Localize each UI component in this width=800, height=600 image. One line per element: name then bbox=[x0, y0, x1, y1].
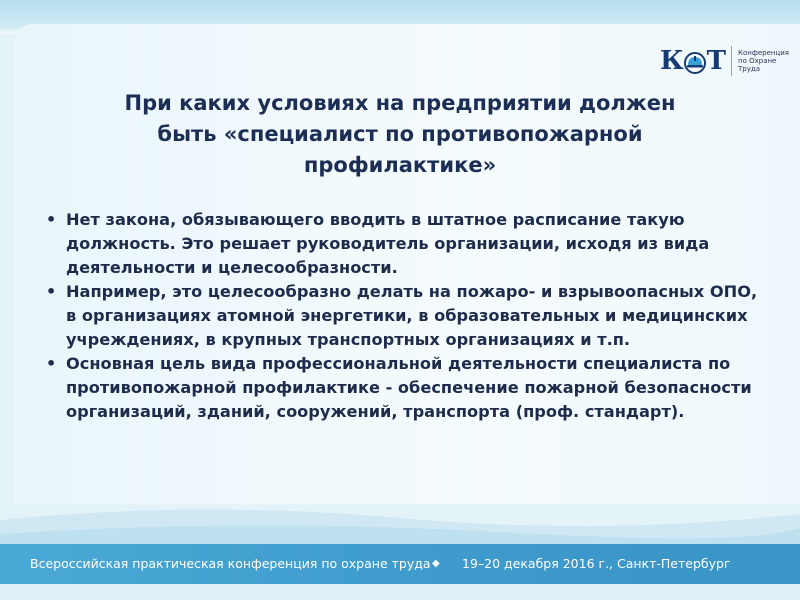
footer-date-location: 19–20 декабря 2016 г., Санкт-Петербург bbox=[462, 556, 731, 571]
logo-letter-k: К bbox=[660, 46, 683, 76]
bullet-text: Основная цель вида профессиональной деятельности специалиста по противопожарной профилактике - обеспечение пожарной безопасности организаций, зданий, сооружений, транспорта (проф. стандарт). bbox=[66, 354, 752, 421]
bullet-marker: • bbox=[46, 210, 57, 229]
title-line: При каких условиях на предприятии должен bbox=[124, 91, 676, 115]
bullet-item bbox=[44, 352, 764, 424]
conference-logo bbox=[660, 44, 790, 78]
logo-mark bbox=[660, 44, 725, 78]
bullet-marker: • bbox=[46, 354, 57, 373]
bullet-marker: • bbox=[46, 282, 57, 301]
title-line: профилактике» bbox=[303, 153, 497, 177]
logo-letter-t: Т bbox=[706, 46, 726, 76]
bullet-text: Нет закона, обязывающего вводить в штатное расписание такую должность. Это решает руководитель организации, исходя из вида деятельности и целесообразности. bbox=[66, 210, 710, 277]
title-line: быть «специалист по противопожарной bbox=[157, 122, 643, 146]
logo-caption-line: по Охране bbox=[738, 57, 777, 65]
hard-hat-icon bbox=[684, 51, 706, 73]
logo-caption bbox=[738, 49, 790, 73]
diamond-separator-icon: ◆ bbox=[432, 558, 440, 569]
slide-title bbox=[20, 88, 780, 181]
logo-divider bbox=[731, 46, 732, 76]
logo-caption-line: Конференция bbox=[738, 49, 789, 57]
bullet-item bbox=[44, 280, 764, 352]
bullet-list bbox=[44, 208, 764, 424]
bullet-item bbox=[44, 208, 764, 280]
logo-caption-line: Труда bbox=[738, 65, 761, 73]
footer-bottom-strip bbox=[0, 584, 800, 600]
footer-conference-name: Всероссийская практическая конференция по охране труда bbox=[30, 556, 431, 571]
bullet-text: Например, это целесообразно делать на пожаро- и взрывоопасных ОПО, в организациях атомной энергетики, в образовательных и медицинских учреждениях, в крупных транспортных организациях и т.п. bbox=[66, 282, 758, 349]
